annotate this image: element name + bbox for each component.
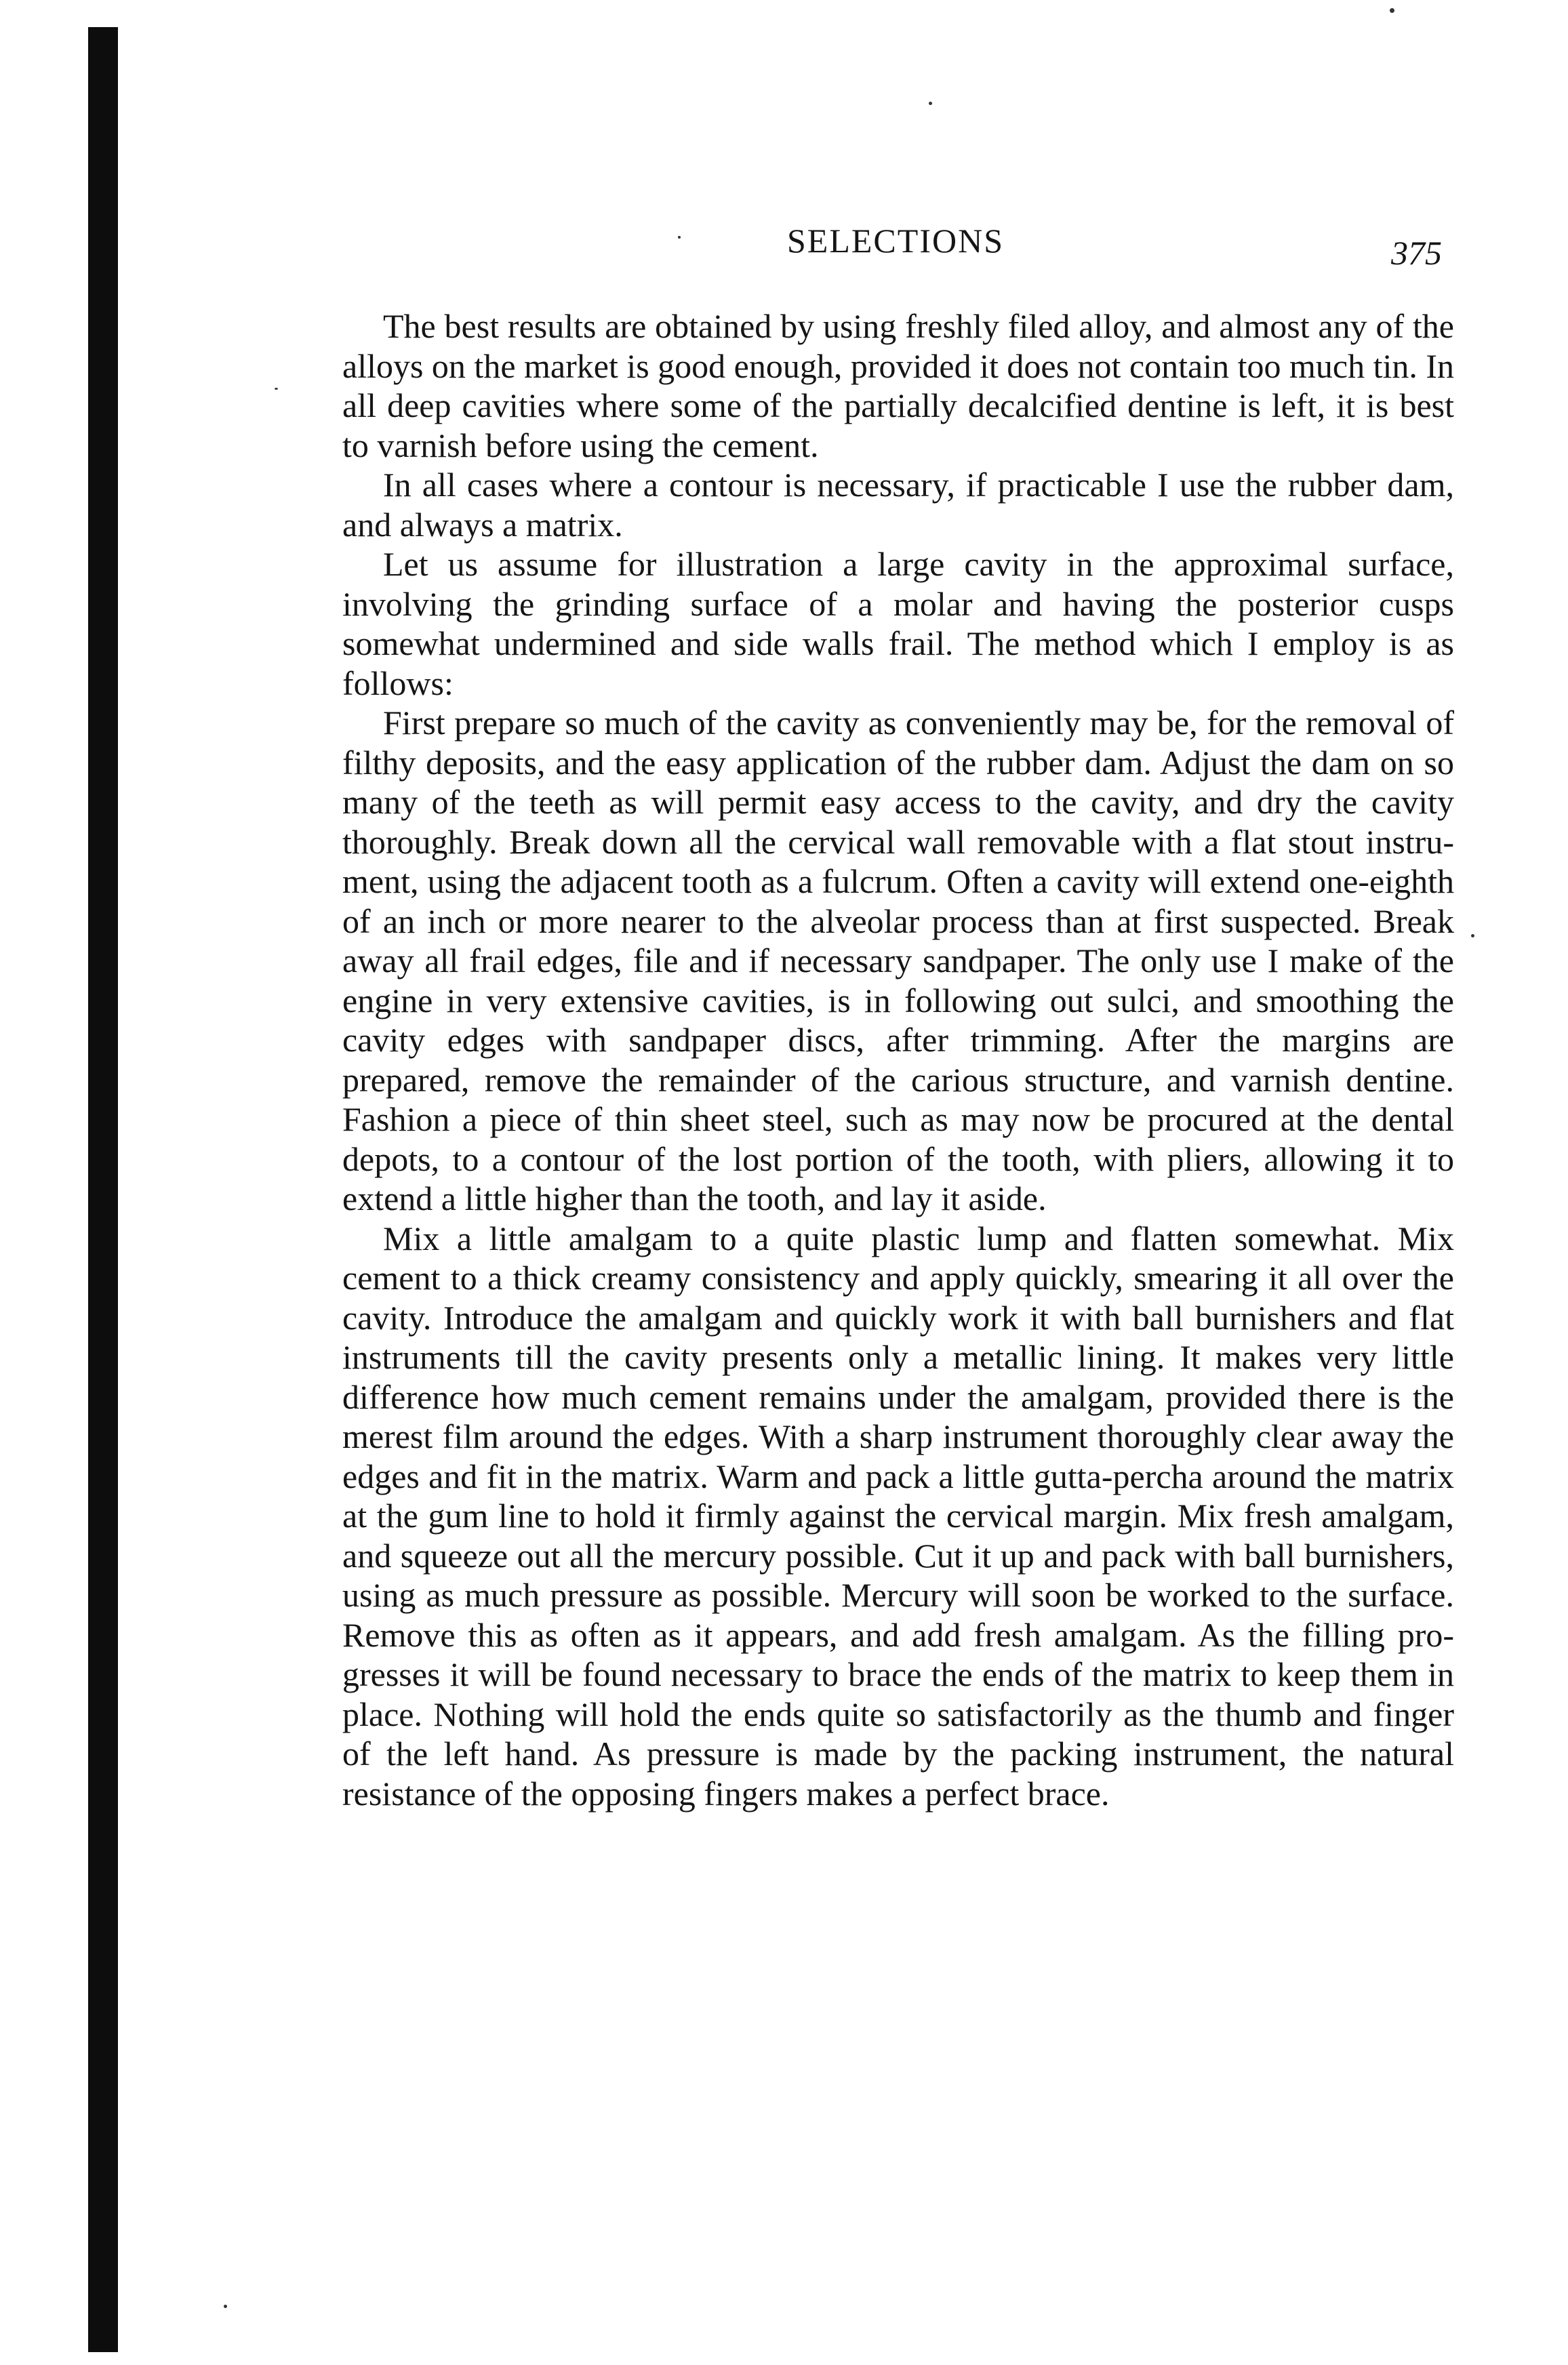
- scan-speck: [1471, 934, 1474, 937]
- scan-speck: [1390, 8, 1394, 13]
- scan-binding-shadow: [88, 27, 118, 2352]
- running-head: SELECTIONS: [787, 222, 1004, 260]
- page-header: [0, 221, 1568, 272]
- paragraph: Mix a little amalgam to a quite plastic lump and flatten somewhat. Mix cement to a thick creamy consistency and apply quickly, smearing it all over the cavity. Introduce the amalgam and quickly work it with ball burnishers and flat instruments till the cavity presents only a metallic lining. It makes very little difference how much cement remains under the amalgam, provided there is the merest film around the edges. With a sharp instrument thoroughly clear away the edges and fit in the matrix. Warm and pack a little gutta-percha around the matrix at the gum line to hold it firmly against the cervical margin. Mix fresh amalgam, and squeeze out all the mercury possible. Cut it up and pack with ball burnishers, using as much pressure as possible. Mercury will soon be worked to the surface. Remove this as often as it appears, and add fresh amalgam. As the filling progresses it will be found necessary to brace the ends of the matrix to keep them in place. Nothing will hold the ends quite so satisfactorily as the thumb and finger of the left hand. As pressure is made by the packing instrument, the natural resistance of the opposing fingers makes a perfect brace.: [342, 1219, 1454, 1813]
- paragraph: The best results are obtained by using freshly filed alloy, and almost any of the alloys on the market is good enough, provided it does not contain too much tin. In all deep cavities where some of the partially decalcified dentine is left, it is best to varnish before using the cement.: [342, 307, 1455, 464]
- scan-speck: [224, 2305, 227, 2308]
- paragraph: First prepare so much of the cavity as conveniently may be, for the removal of filthy deposits, and the easy application of the rubber dam. Adjust the dam on so many of the teeth as will permit easy access to the cavity, and dry the cavity thoroughly. Break down all the cervical wall removable with a flat stout instrument, using the adjacent tooth as a fulcrum. Often a cavity will extend one-eighth of an inch or more nearer to the alveolar process than at first suspected. Break away all frail edges, file and if necessary sandpaper. The only use I make of the engine in very extensive cavities, is in following out sulci, and smoothing the cavity edges with sandpaper discs, after trimming. After the margins are prepared, remove the remainder of the carious structure, and varnish dentine. Fashion a piece of thin sheet steel, such as may now be procured at the dental depots, to a contour of the lost portion of the tooth, with pliers, allowing it to extend a little higher than the tooth, and lay it aside.: [342, 704, 1454, 1217]
- paragraph: In all cases where a contour is necessary, if practicable I use the rubber dam, and always a matrix.: [342, 466, 1454, 544]
- body-text: [342, 306, 1454, 1813]
- page-number: 375: [1391, 234, 1442, 272]
- scan-speck: [275, 388, 278, 390]
- paragraph: Let us assume for illustration a large cavity in the approximal surface, involving the grinding surface of a molar and having the posterior cusps somewhat undermined and side walls frail. The method which I employ is as follows:: [342, 545, 1454, 702]
- scan-speck: [929, 102, 932, 105]
